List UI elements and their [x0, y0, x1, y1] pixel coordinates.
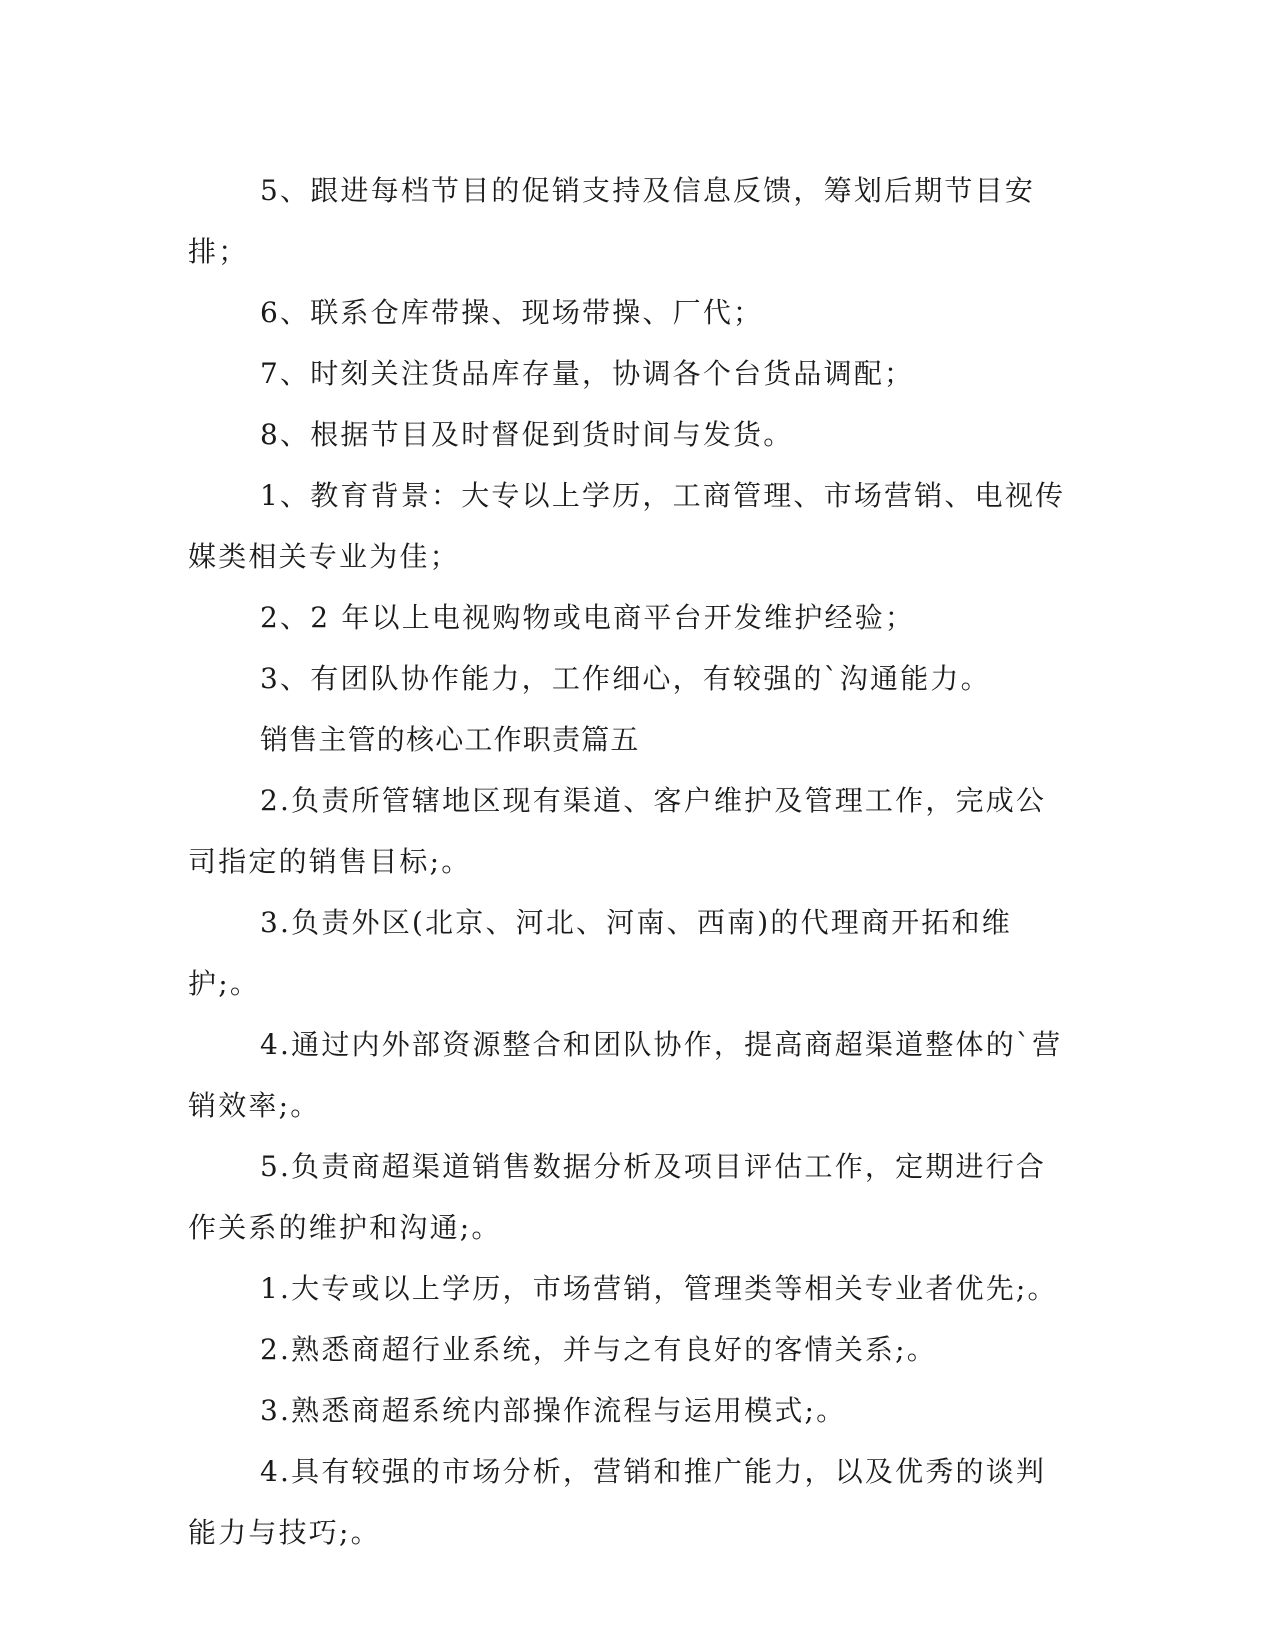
- paragraph-requirement-experience: 2、2 年以上电视购物或电商平台开发维护经验；: [260, 601, 916, 634]
- paragraph-duty-3-agents: 3.负责外区(北京、河北、河南、西南)的代理商开拓和维护;。: [188, 906, 1012, 1000]
- paragraph-requirement-teamwork: 3、有团队协作能力，工作细心，有较强的`沟通能力。: [260, 662, 991, 695]
- paragraph-item-5-followup: 5、跟进每档节目的促销支持及信息反馈，筹划后期节目安排；: [188, 174, 1036, 268]
- paragraph-duty-4-efficiency: 4.通过内外部资源整合和团队协作，提高商超渠道整体的`营销效率;。: [188, 1028, 1063, 1122]
- paragraph-item-8-delivery: 8、根据节目及时督促到货时间与发货。: [260, 418, 794, 451]
- paragraph-req-3-process: 3.熟悉商超系统内部操作流程与运用模式;。: [260, 1394, 847, 1427]
- section-heading: 销售主管的核心工作职责篇五: [260, 723, 640, 756]
- paragraph-duty-2-channels: 2.负责所管辖地区现有渠道、客户维护及管理工作，完成公司指定的销售目标;。: [188, 784, 1047, 878]
- paragraph-item-6-warehouse: 6、联系仓库带操、现场带操、厂代；: [260, 296, 764, 329]
- paragraph-req-1-education: 1.大专或以上学历，市场营销，管理类等相关专业者优先;。: [260, 1272, 1058, 1305]
- paragraph-requirement-education: 1、教育背景：大专以上学历，工商管理、市场营销、电视传媒类相关专业为佳；: [188, 479, 1066, 573]
- paragraph-item-7-inventory: 7、时刻关注货品库存量，协调各个台货品调配；: [260, 357, 915, 390]
- document-body: [188, 160, 1070, 1563]
- paragraph-duty-5-analysis: 5.负责商超渠道销售数据分析及项目评估工作，定期进行合作关系的维护和沟通;。: [188, 1150, 1047, 1244]
- paragraph-req-4-skills: 4.具有较强的市场分析，营销和推广能力，以及优秀的谈判能力与技巧;。: [188, 1455, 1047, 1549]
- paragraph-req-2-industry: 2.熟悉商超行业系统，并与之有良好的客情关系;。: [260, 1333, 937, 1366]
